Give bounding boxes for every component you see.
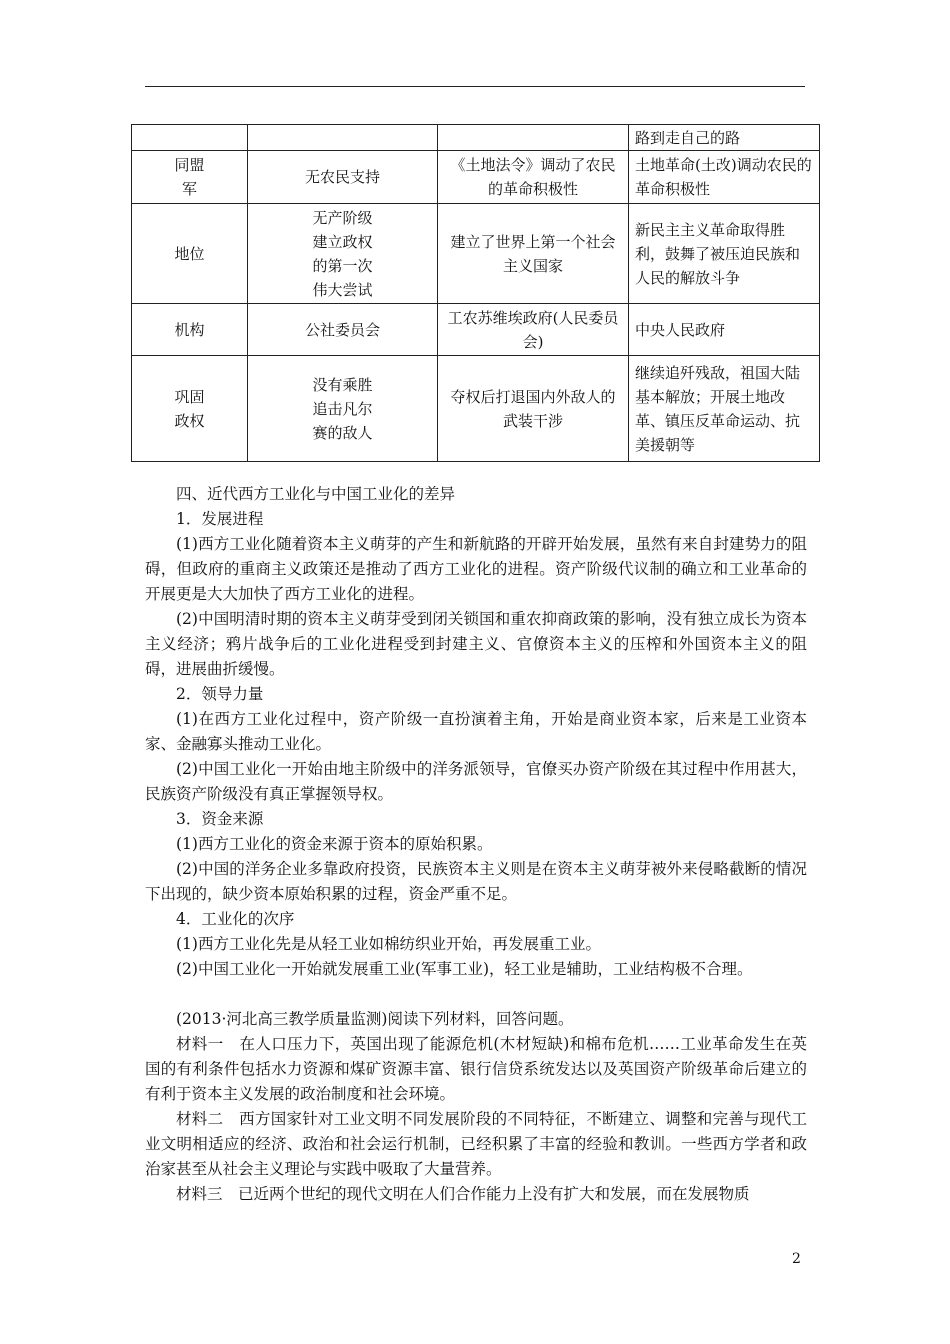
table-cell: 无产阶级建立政权的第一次伟大尝试: [248, 204, 438, 304]
table-row: [132, 356, 820, 462]
paragraph: (2)中国明清时期的资本主义萌芽受到闭关锁国和重农抑商政策的影响，没有独立成长为资本主义经济；鸦片战争后的工业化进程受到封建主义、官僚资本主义的压榨和外国资本主义的阻碍，进展曲折缓慢。: [145, 610, 807, 678]
paragraph: (1)在西方工业化过程中，资产阶级一直扮演着主角，开始是商业资本家，后来是工业资本家、金融寡头推动工业化。: [145, 710, 807, 753]
row-label: 地位: [132, 204, 248, 304]
table-cell: 《土地法令》调动了农民的革命积极性: [438, 151, 629, 204]
subheading: 2．领导力量: [176, 685, 264, 703]
subheading: 1．发展进程: [176, 510, 264, 528]
header-rule: [145, 86, 805, 87]
paragraph: (1)西方工业化先是从轻工业如棉纺织业开始，再发展重工业。: [176, 935, 601, 953]
subheading: 3．资金来源: [176, 810, 264, 828]
main-text: [145, 482, 807, 1207]
table-cell: 建立了世界上第一个社会主义国家: [438, 204, 629, 304]
material-two: 材料二 西方国家针对工业文明不同发展阶段的不同特征，不断建立、调整和完善与现代工业文明相适应的经济、政治和社会运行机制，已经积累了丰富的经验和教训。一些西方学者和政治家甚至从社会主义理论与实践中吸取了大量营养。: [145, 1110, 807, 1178]
table-cell: 新民主主义革命取得胜利，鼓舞了被压迫民族和人民的解放斗争: [629, 204, 820, 304]
table-row: [132, 125, 820, 151]
table-cell: 无农民支持: [248, 151, 438, 204]
table-row: [132, 151, 820, 204]
table-cell: 土地革命(土改)调动农民的革命积极性: [629, 151, 820, 204]
row-label: [132, 125, 248, 151]
row-label: 同盟军: [132, 151, 248, 204]
table-cell: 公社委员会: [248, 304, 438, 356]
row-label: 机构: [132, 304, 248, 356]
table-cell: 继续追歼残敌，祖国大陆基本解放；开展土地改革、镇压反革命运动、抗美援朝等: [629, 356, 820, 462]
table-cell: [248, 125, 438, 151]
paragraph: (2)中国的洋务企业多靠政府投资，民族资本主义则是在资本主义萌芽被外来侵略截断的情况下出现的，缺少资本原始积累的过程，资金严重不足。: [145, 860, 807, 903]
row-label: 巩固政权: [132, 356, 248, 462]
paragraph: (1)西方工业化的资金来源于资本的原始积累。: [176, 835, 493, 853]
table-cell: 中央人民政府: [629, 304, 820, 356]
material-three: 材料三 已近两个世纪的现代文明在人们合作能力上没有扩大和发展，而在发展物质: [176, 1185, 750, 1203]
paragraph: (2)中国工业化一开始由地主阶级中的洋务派领导，官僚买办资产阶级在其过程中作用甚大，民族资产阶级没有真正掌握领导权。: [145, 760, 807, 803]
table-cell: 路到走自己的路: [629, 125, 820, 151]
subheading: 4．工业化的次序: [176, 910, 295, 928]
table-row: [132, 204, 820, 304]
table-cell: 夺权后打退国内外敌人的武装干涉: [438, 356, 629, 462]
section-heading: 四、近代西方工业化与中国工业化的差异: [176, 485, 456, 503]
table-cell: 没有乘胜追击凡尔赛的敌人: [248, 356, 438, 462]
exercise-intro: (2013·河北高三教学质量监测)阅读下列材料，回答问题。: [176, 1010, 574, 1028]
paragraph: (2)中国工业化一开始就发展重工业(军事工业)，轻工业是辅助，工业结构极不合理。: [176, 960, 753, 978]
paragraph: (1)西方工业化随着资本主义萌芽的产生和新航路的开辟开始发展，虽然有来自封建势力的阻碍，但政府的重商主义政策还是推动了西方工业化的进程。资产阶级代议制的确立和工业革命的开展更是大大加快了西方工业化的进程。: [145, 535, 807, 603]
table-row: [132, 304, 820, 356]
table-cell: 工农苏维埃政府(人民委员会): [438, 304, 629, 356]
table-cell: [438, 125, 629, 151]
page-number: 2: [792, 1251, 801, 1267]
comparison-table: [131, 124, 820, 462]
material-one: 材料一 在人口压力下，英国出现了能源危机(木材短缺)和棉布危机……工业革命发生在英国的有利条件包括水力资源和煤矿资源丰富、银行信贷系统发达以及英国资产阶级革命后建立的有利于资本主义发展的政治制度和社会环境。: [145, 1035, 807, 1103]
